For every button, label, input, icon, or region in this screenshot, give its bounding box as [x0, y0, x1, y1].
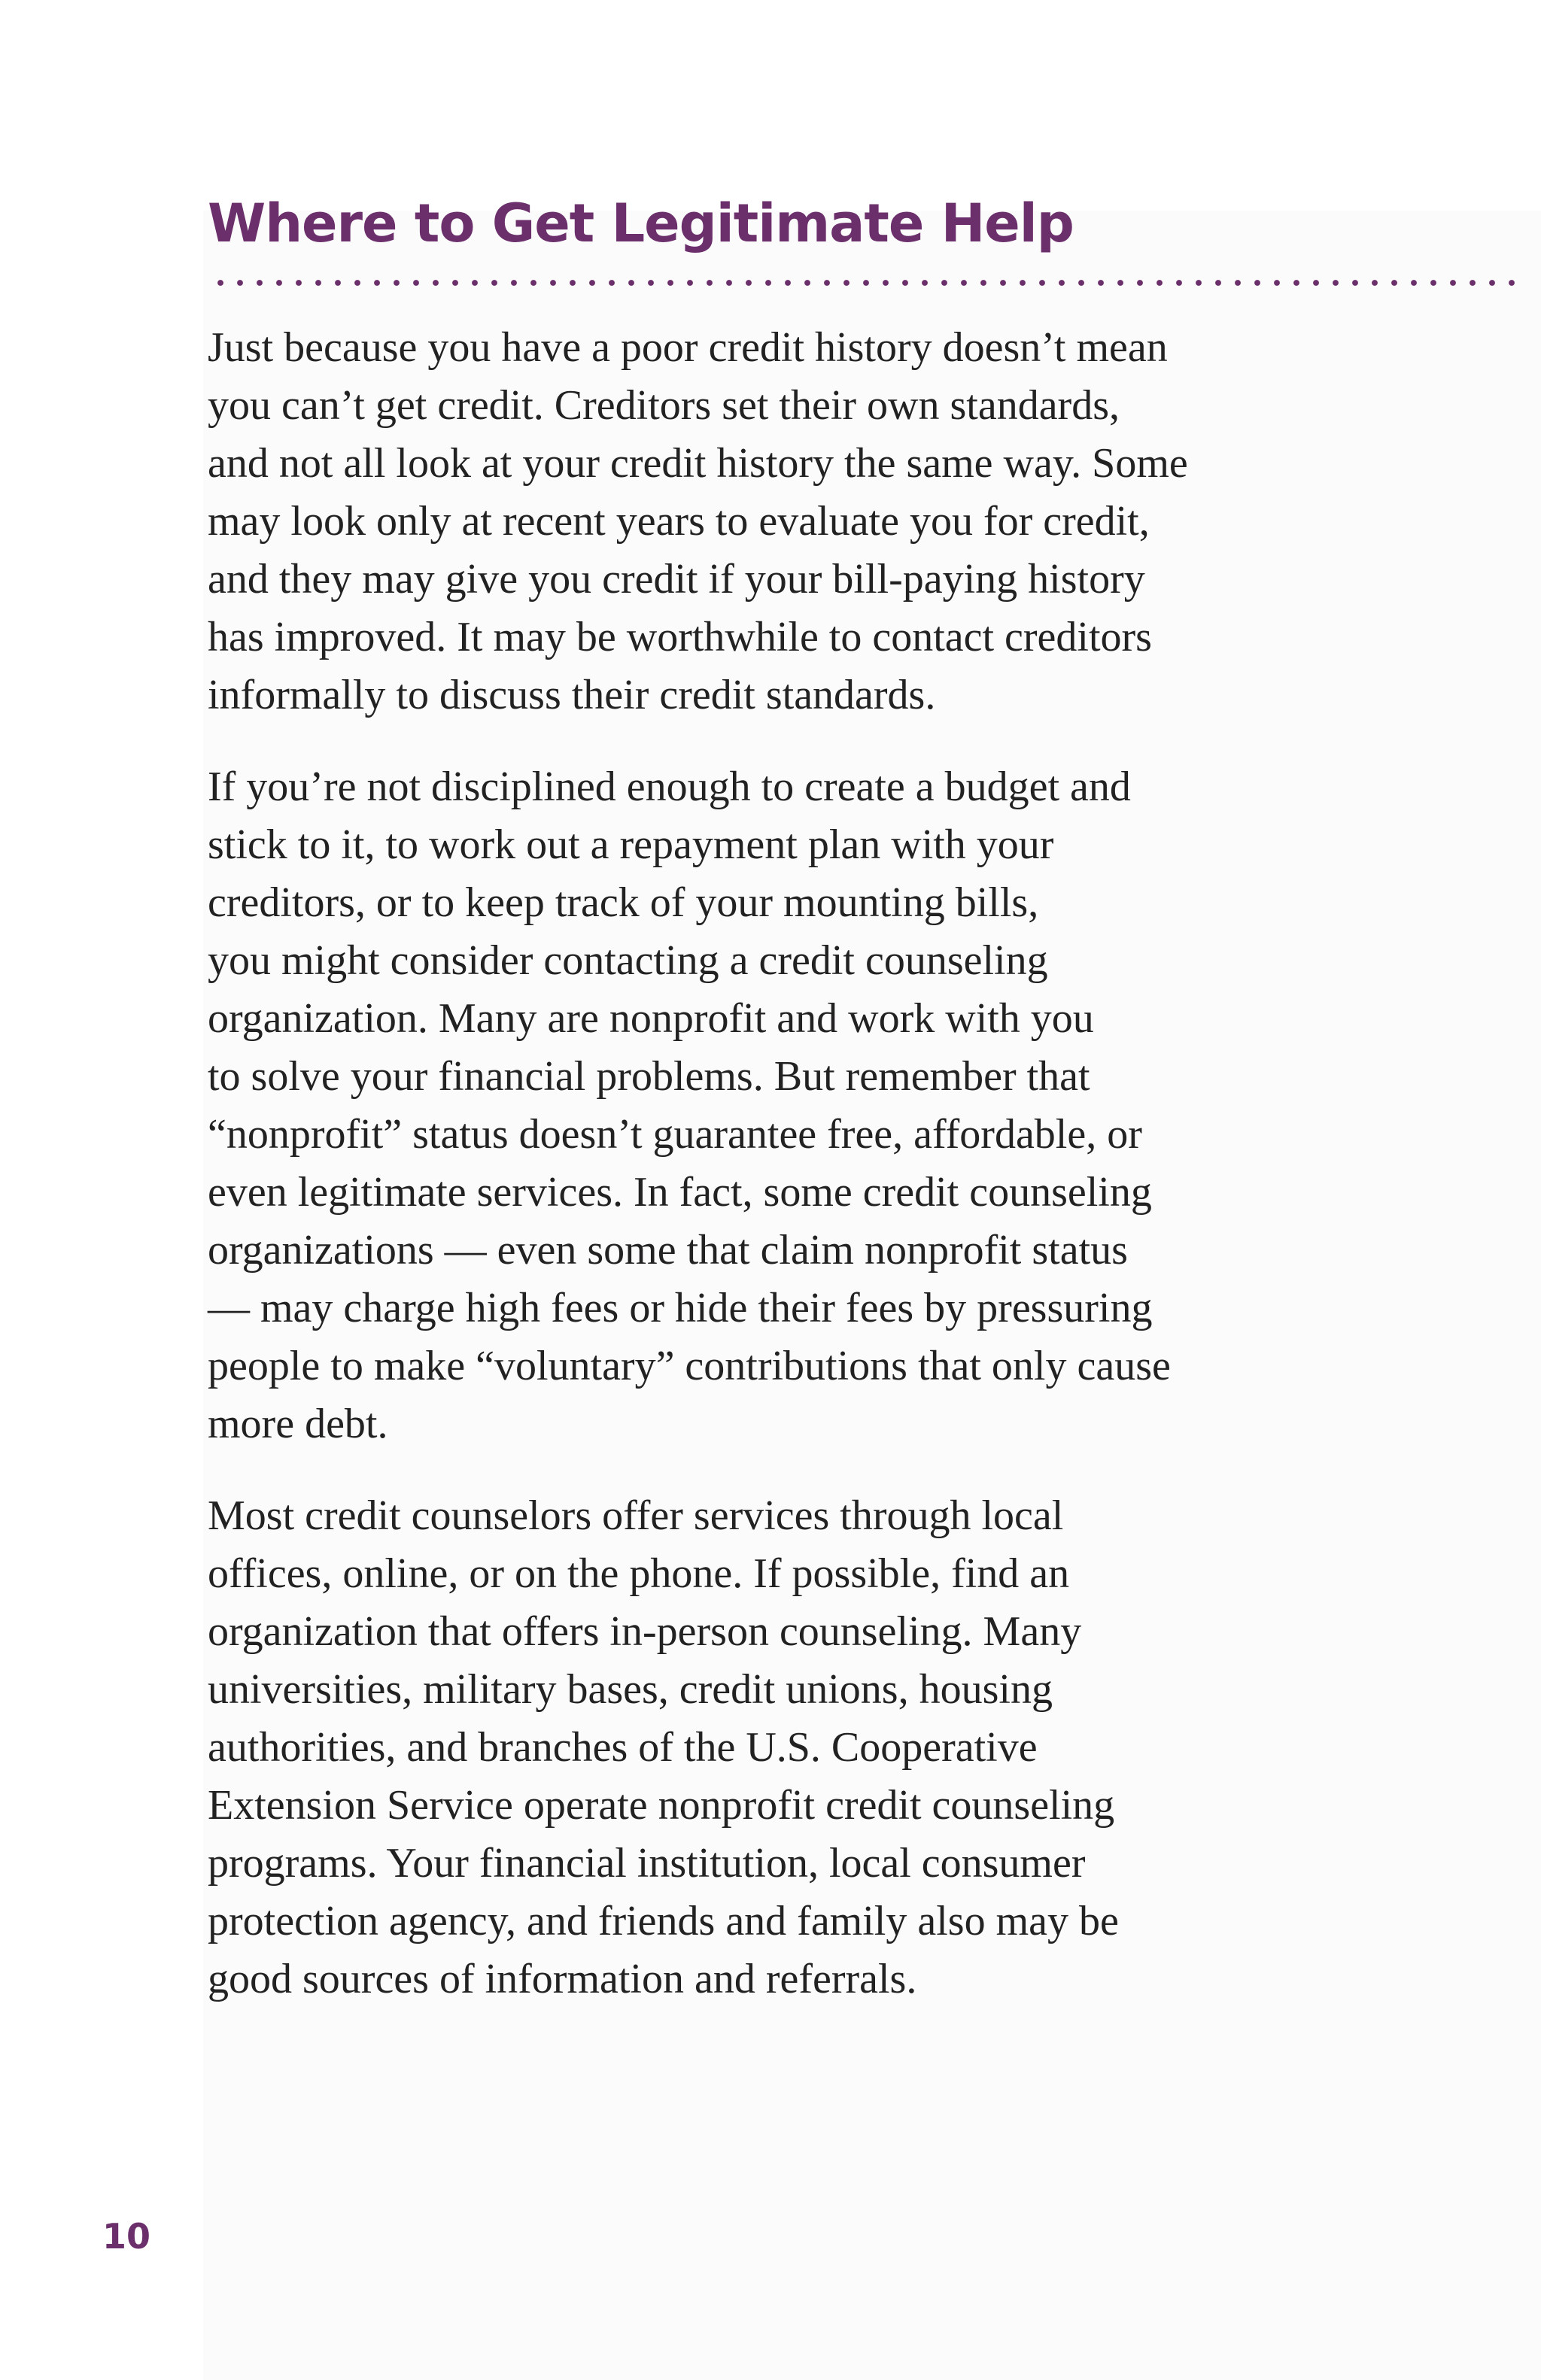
text-line: people to make “voluntary” contributions that only cause	[208, 1343, 1171, 1389]
paragraph-3	[208, 1487, 1381, 2008]
text-line: has improved. It may be worthwhile to contact creditors	[208, 614, 1152, 660]
text-line: organization that offers in-person counseling. Many	[208, 1608, 1082, 1655]
text-line: to solve your financial problems. But remember that	[208, 1053, 1090, 1100]
text-line: organization. Many are nonprofit and work with you	[208, 995, 1094, 1042]
text-line: protection agency, and friends and family also may be	[208, 1898, 1119, 1944]
section-heading: Where to Get Legitimate Help	[208, 193, 1074, 254]
text-line: good sources of information and referrals.	[208, 1956, 917, 2002]
text-line: — may charge high fees or hide their fees by pressuring	[208, 1285, 1153, 1331]
dotted-divider	[211, 278, 1520, 287]
text-line: creditors, or to keep track of your mounting bills,	[208, 879, 1039, 926]
text-line: informally to discuss their credit standards.	[208, 672, 936, 718]
text-line: Just because you have a poor credit history doesn’t mean	[208, 324, 1168, 371]
text-line: even legitimate services. In fact, some credit counseling	[208, 1169, 1152, 1216]
text-line: more debt.	[208, 1401, 388, 1447]
text-line: authorities, and branches of the U.S. Cooperative	[208, 1724, 1038, 1771]
text-line: “nonprofit” status doesn’t guarantee free, affordable, or	[208, 1111, 1142, 1158]
text-line: If you’re not disciplined enough to create a budget and	[208, 763, 1131, 810]
text-line: Most credit counselors offer services through local	[208, 1492, 1064, 1539]
text-line: may look only at recent years to evaluate you for credit,	[208, 498, 1150, 545]
text-line: and they may give you credit if your bill-paying history	[208, 556, 1145, 603]
paragraph-2	[208, 758, 1381, 1453]
text-line: you can’t get credit. Creditors set their own standards,	[208, 382, 1120, 429]
text-line: you might consider contacting a credit counseling	[208, 937, 1048, 984]
text-line: universities, military bases, credit unions, housing	[208, 1666, 1053, 1713]
text-line: stick to it, to work out a repayment plan with your	[208, 821, 1054, 868]
text-line: programs. Your financial institution, local consumer	[208, 1840, 1086, 1887]
text-line: organizations — even some that claim nonprofit status	[208, 1227, 1128, 1273]
text-line: Extension Service operate nonprofit credit counseling	[208, 1782, 1115, 1829]
text-line: and not all look at your credit history the same way. Some	[208, 440, 1188, 487]
text-line: offices, online, or on the phone. If possible, find an	[208, 1550, 1070, 1597]
paragraph-1	[208, 319, 1381, 724]
body-text	[208, 319, 1381, 2042]
page-number: 10	[102, 2216, 151, 2257]
